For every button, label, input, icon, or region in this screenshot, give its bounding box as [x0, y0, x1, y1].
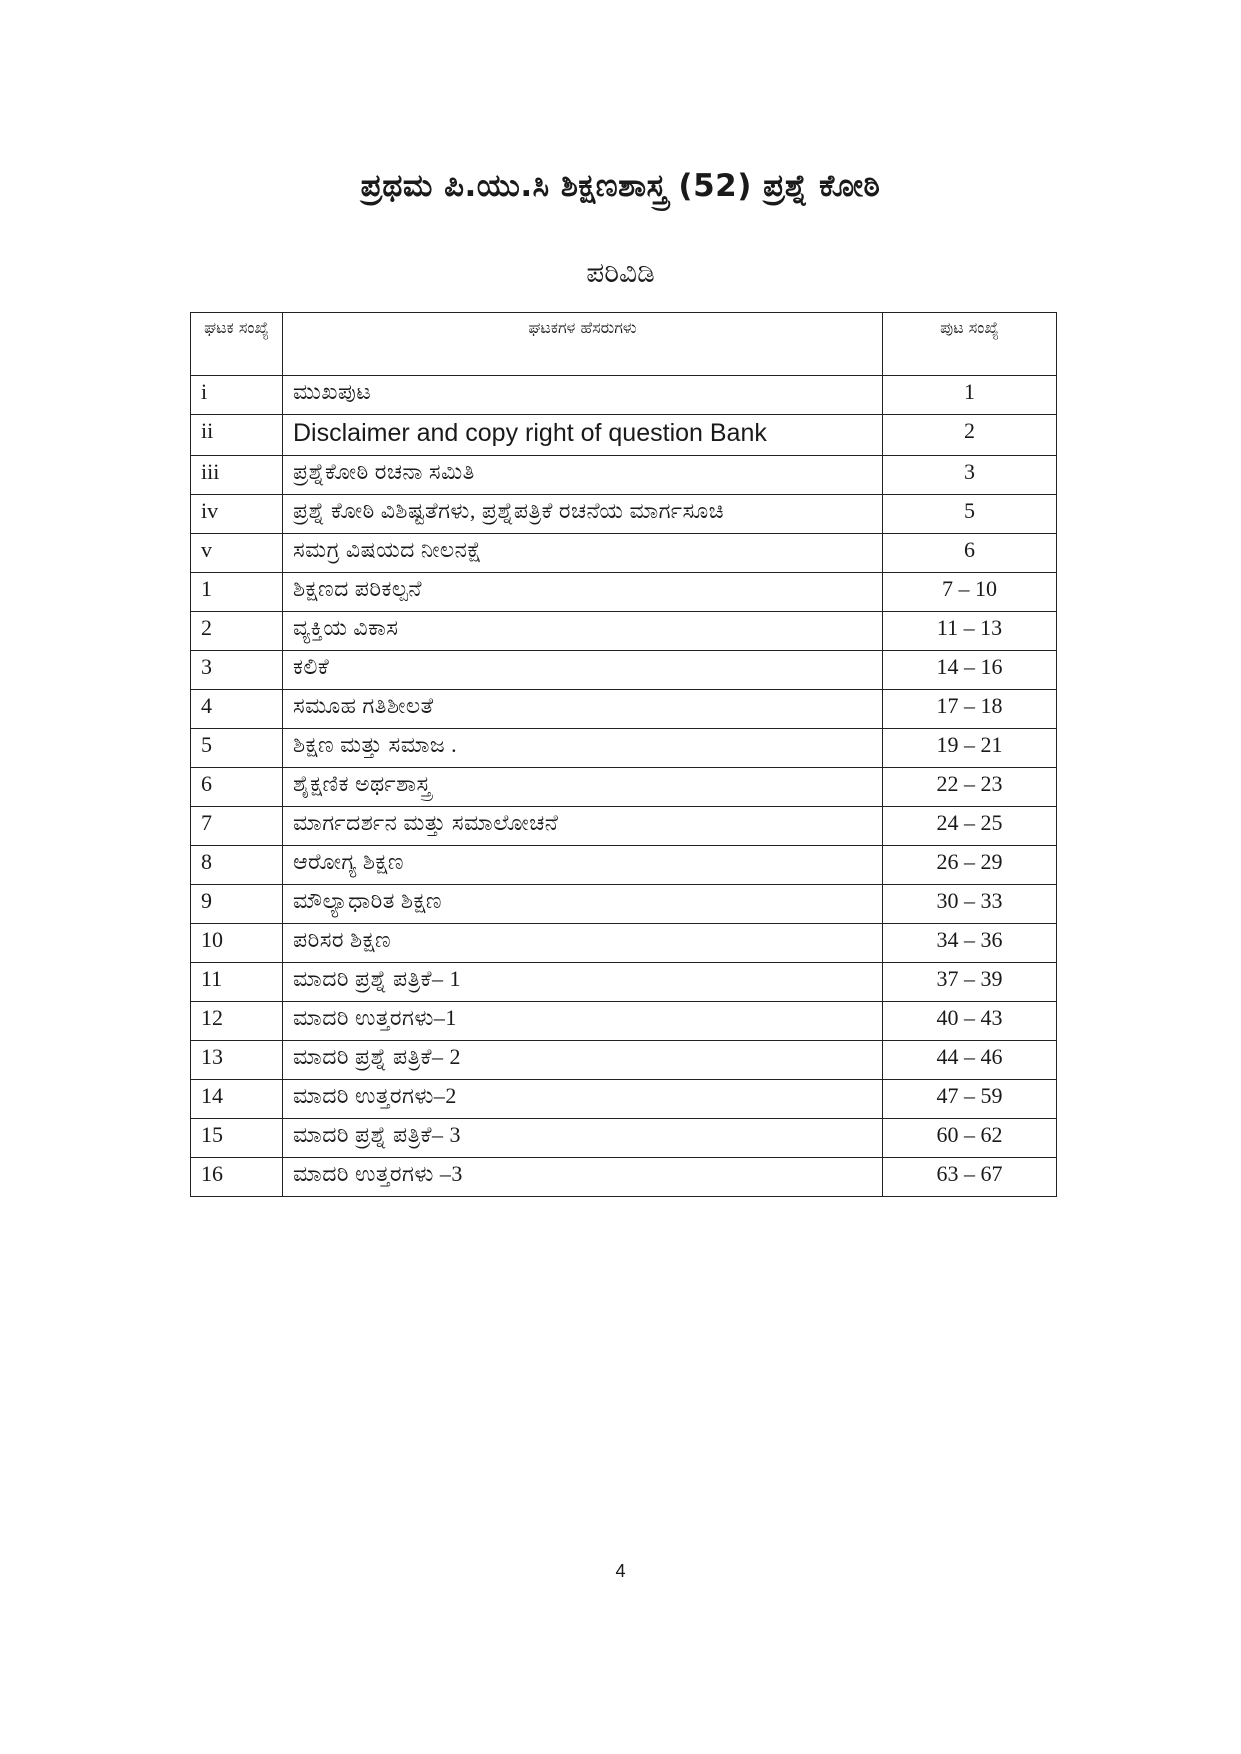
table-row: [191, 1158, 1057, 1197]
table-row: [191, 612, 1057, 651]
table-header-row: [191, 313, 1057, 376]
page-range: 19 – 21: [883, 729, 1057, 768]
unit-number: 12: [191, 1002, 283, 1041]
page-range: 47 – 59: [883, 1080, 1057, 1119]
unit-number: v: [191, 534, 283, 573]
table-row: [191, 1080, 1057, 1119]
unit-number: 10: [191, 924, 283, 963]
unit-number: 14: [191, 1080, 283, 1119]
unit-name: ಮಾದರಿ ಉತ್ತರಗಳು –3: [283, 1158, 883, 1197]
page-range: 22 – 23: [883, 768, 1057, 807]
header-page-number: ಪುಟ ಸಂಖ್ಯೆ: [883, 313, 1057, 376]
table-row: [191, 376, 1057, 415]
unit-number: 6: [191, 768, 283, 807]
unit-name: ಮಾದರಿ ಪ್ರಶ್ನೆ ಪತ್ರಿಕೆ– 1: [283, 963, 883, 1002]
page-range: 11 – 13: [883, 612, 1057, 651]
unit-number: 9: [191, 885, 283, 924]
unit-number: 5: [191, 729, 283, 768]
page-range: 37 – 39: [883, 963, 1057, 1002]
table-row: [191, 456, 1057, 495]
page-range: 17 – 18: [883, 690, 1057, 729]
unit-name: ಸಮಗ್ರ ವಿಷಯದ ನೀಲನಕ್ಷೆ: [283, 534, 883, 573]
table-row: [191, 846, 1057, 885]
table-row: [191, 651, 1057, 690]
unit-name: Disclaimer and copy right of question Bank: [283, 415, 883, 456]
page-range: 34 – 36: [883, 924, 1057, 963]
page-range: 2: [883, 415, 1057, 456]
unit-name: ಮಾದರಿ ಉತ್ತರಗಳು–1: [283, 1002, 883, 1041]
unit-number: iv: [191, 495, 283, 534]
unit-number: 1: [191, 573, 283, 612]
table-row: [191, 924, 1057, 963]
unit-name: ವ್ಯಕ್ತಿಯ ವಿಕಾಸ: [283, 612, 883, 651]
page-range: 3: [883, 456, 1057, 495]
page-range: 44 – 46: [883, 1041, 1057, 1080]
table-row: [191, 729, 1057, 768]
table-row: [191, 807, 1057, 846]
unit-name: ಮಾರ್ಗದರ್ಶನ ಮತ್ತು ಸಮಾಲೋಚನೆ: [283, 807, 883, 846]
page-range: 60 – 62: [883, 1119, 1057, 1158]
page-range: 63 – 67: [883, 1158, 1057, 1197]
table-row: [191, 415, 1057, 456]
unit-number: 15: [191, 1119, 283, 1158]
table-row: [191, 1041, 1057, 1080]
unit-name: ಆರೋಗ್ಯ ಶಿಕ್ಷಣ: [283, 846, 883, 885]
table-row: [191, 1119, 1057, 1158]
unit-name: ಕಲಿಕೆ: [283, 651, 883, 690]
header-unit-number: ಘಟಕ ಸಂಖ್ಯೆ: [191, 313, 283, 376]
page-range: 7 – 10: [883, 573, 1057, 612]
unit-name: ಶಿಕ್ಷಣದ ಪರಿಕಲ್ಪನೆ: [283, 573, 883, 612]
table-row: [191, 495, 1057, 534]
page-range: 40 – 43: [883, 1002, 1057, 1041]
unit-number: iii: [191, 456, 283, 495]
page-range: 5: [883, 495, 1057, 534]
unit-name: ಮುಖಪುಟ: [283, 376, 883, 415]
unit-name: ಮೌಲ್ಯಾಧಾರಿತ ಶಿಕ್ಷಣ: [283, 885, 883, 924]
table-row: [191, 963, 1057, 1002]
unit-name: ಸಮೂಹ ಗತಿಶೀಲತೆ: [283, 690, 883, 729]
unit-number: 8: [191, 846, 283, 885]
unit-number: 16: [191, 1158, 283, 1197]
unit-name: ಪರಿಸರ ಶಿಕ್ಷಣ: [283, 924, 883, 963]
unit-number: ii: [191, 415, 283, 456]
unit-number: 11: [191, 963, 283, 1002]
unit-number: 13: [191, 1041, 283, 1080]
unit-name: ಪ್ರಶ್ನೆ ಕೋಠಿ ವಿಶಿಷ್ಟತೆಗಳು, ಪ್ರಶ್ನೆಪತ್ರಿಕೆ ರಚನೆಯ ಮಾರ್ಗಸೂಚಿ: [283, 495, 883, 534]
unit-number: 2: [191, 612, 283, 651]
page-range: 14 – 16: [883, 651, 1057, 690]
page-range: 6: [883, 534, 1057, 573]
table-row: [191, 1002, 1057, 1041]
page-range: 30 – 33: [883, 885, 1057, 924]
unit-number: i: [191, 376, 283, 415]
table-row: [191, 885, 1057, 924]
unit-name: ಮಾದರಿ ಪ್ರಶ್ನೆ ಪತ್ರಿಕೆ– 2: [283, 1041, 883, 1080]
unit-name: ಮಾದರಿ ಪ್ರಶ್ನೆ ಪತ್ರಿಕೆ– 3: [283, 1119, 883, 1158]
page-range: 24 – 25: [883, 807, 1057, 846]
unit-name: ಮಾದರಿ ಉತ್ತರಗಳು–2: [283, 1080, 883, 1119]
table-row: [191, 573, 1057, 612]
unit-name: ಶೈಕ್ಷಣಿಕ ಅರ್ಥಶಾಸ್ತ್ರ: [283, 768, 883, 807]
table-of-contents: [190, 312, 1057, 1197]
table-row: [191, 534, 1057, 573]
page-number: 4: [615, 1561, 626, 1581]
table-of-contents-heading: ಪರಿವಿಡಿ: [586, 256, 655, 289]
table-row: [191, 768, 1057, 807]
unit-number: 7: [191, 807, 283, 846]
unit-name: ಪ್ರಶ್ನೆಕೋಠಿ ರಚನಾ ಸಮಿತಿ: [283, 456, 883, 495]
page-range: 1: [883, 376, 1057, 415]
unit-number: 3: [191, 651, 283, 690]
page-title: ಪ್ರಥಮ ಪಿ.ಯು.ಸಿ ಶಿಕ್ಷಣಶಾಸ್ತ್ರ (52) ಪ್ರಶ್ನೆ ಕೋಠಿ: [360, 168, 881, 204]
header-unit-name: ಘಟಕಗಳ ಹೆಸರುಗಳು: [283, 313, 883, 376]
unit-name: ಶಿಕ್ಷಣ ಮತ್ತು ಸಮಾಜ .: [283, 729, 883, 768]
table-row: [191, 690, 1057, 729]
unit-number: 4: [191, 690, 283, 729]
page-range: 26 – 29: [883, 846, 1057, 885]
